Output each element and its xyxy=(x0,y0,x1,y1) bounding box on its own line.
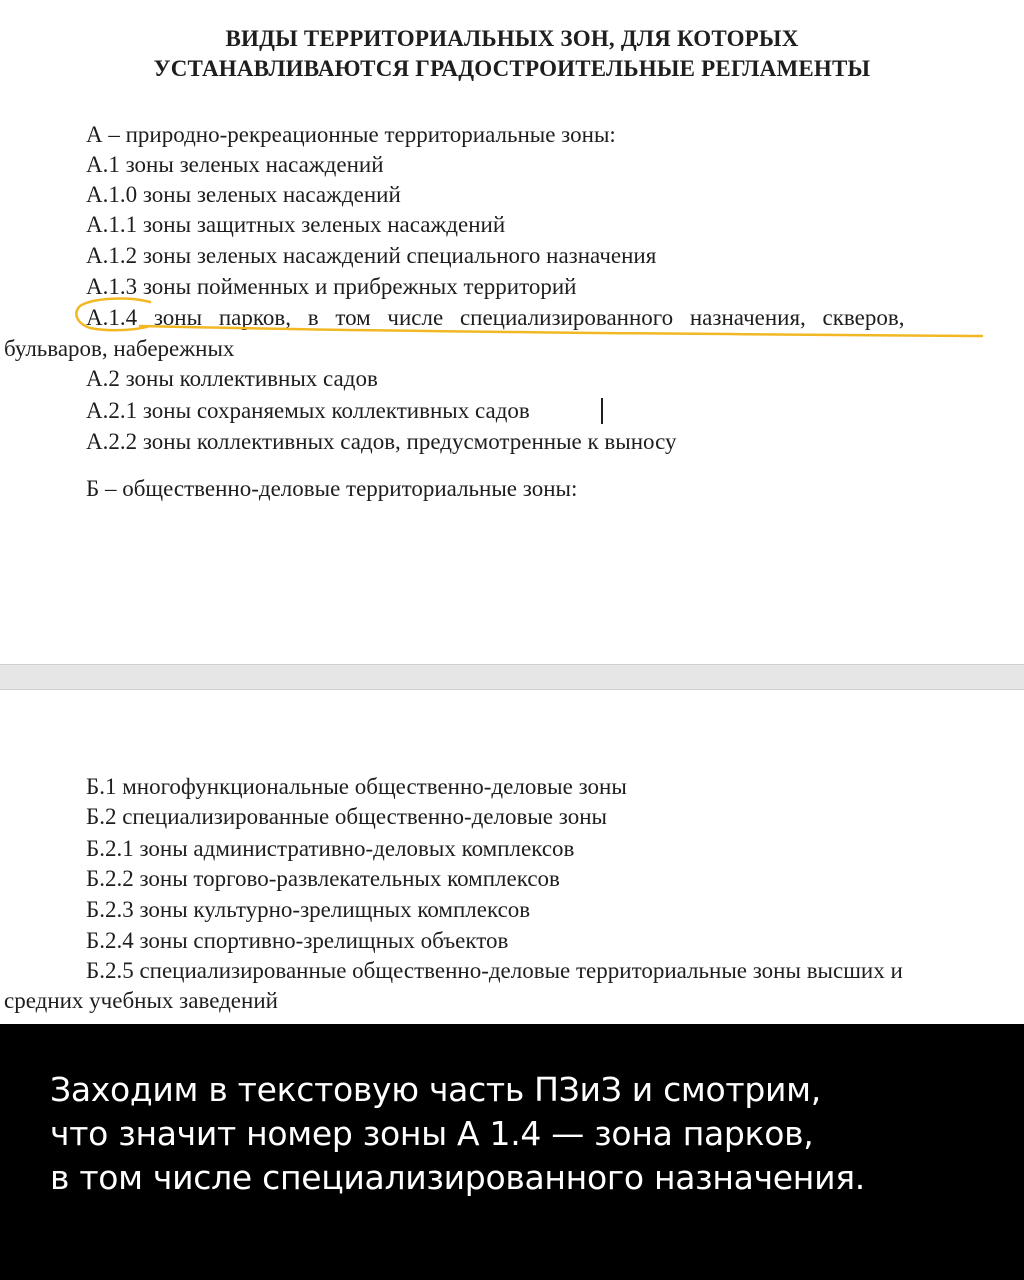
zone-b2-2: Б.2.2 зоны торгово-развлекательных комплексов xyxy=(86,866,560,891)
caption-line-1: Заходим в текстовую часть ПЗиЗ и смотрим, xyxy=(50,1070,821,1109)
zone-b1: Б.1 многофункциональные общественно-деловые зоны xyxy=(86,774,627,799)
zone-a1-2: А.1.2 зоны зеленых насаждений специального назначения xyxy=(86,243,657,268)
zone-a2-1: А.2.1 зоны сохраняемых коллективных садов xyxy=(86,398,530,423)
zone-b2-3: Б.2.3 зоны культурно-зрелищных комплексов xyxy=(86,897,531,922)
zone-a1-1: А.1.1 зоны защитных зеленых насаждений xyxy=(86,212,506,237)
caption-line-2: что значит номер зоны А 1.4 — зона парков, xyxy=(50,1114,814,1153)
document-title-line-1: ВИДЫ ТЕРРИТОРИАЛЬНЫХ ЗОН, ДЛЯ КОТОРЫХ xyxy=(225,26,799,51)
zone-a1-0: А.1.0 зоны зеленых насаждений xyxy=(86,182,401,207)
zone-group-a: А – природно-рекреационные территориальные зоны: xyxy=(86,122,616,147)
zone-b2-5: Б.2.5 специализированные общественно-деловые территориальные зоны высших и xyxy=(86,958,903,983)
caption-text xyxy=(50,1068,990,1200)
zone-a1-3: А.1.3 зоны пойменных и прибрежных территорий xyxy=(86,274,577,299)
zone-a2: А.2 зоны коллективных садов xyxy=(86,366,378,391)
caption-line-3: в том числе специализированного назначения. xyxy=(50,1158,865,1197)
document-title-line-2: УСТАНАВЛИВАЮТСЯ ГРАДОСТРОИТЕЛЬНЫЕ РЕГЛАМЕНТЫ xyxy=(153,56,871,81)
zone-b2-5-continuation: средних учебных заведений xyxy=(4,988,278,1013)
zone-a2-2: А.2.2 зоны коллективных садов, предусмотренные к выносу xyxy=(86,429,677,454)
zone-a1-4-continuation: бульваров, набережных xyxy=(4,336,235,361)
zone-b2: Б.2 специализированные общественно-деловые зоны xyxy=(86,804,607,829)
document-page-2 xyxy=(0,690,1024,1024)
zone-group-b: Б – общественно-деловые территориальные зоны: xyxy=(86,476,578,501)
zone-a1-4-highlighted: А.1.4 зоны парков, в том числе специализированного назначения, скверов, xyxy=(86,305,905,330)
zone-b2-1: Б.2.1 зоны административно-деловых комплексов xyxy=(86,836,575,861)
zone-a1: А.1 зоны зеленых насаждений xyxy=(86,152,384,177)
caption-panel xyxy=(0,1024,1024,1280)
zone-b2-4: Б.2.4 зоны спортивно-зрелищных объектов xyxy=(86,928,509,953)
text-cursor xyxy=(601,398,603,424)
page-break xyxy=(0,664,1024,690)
